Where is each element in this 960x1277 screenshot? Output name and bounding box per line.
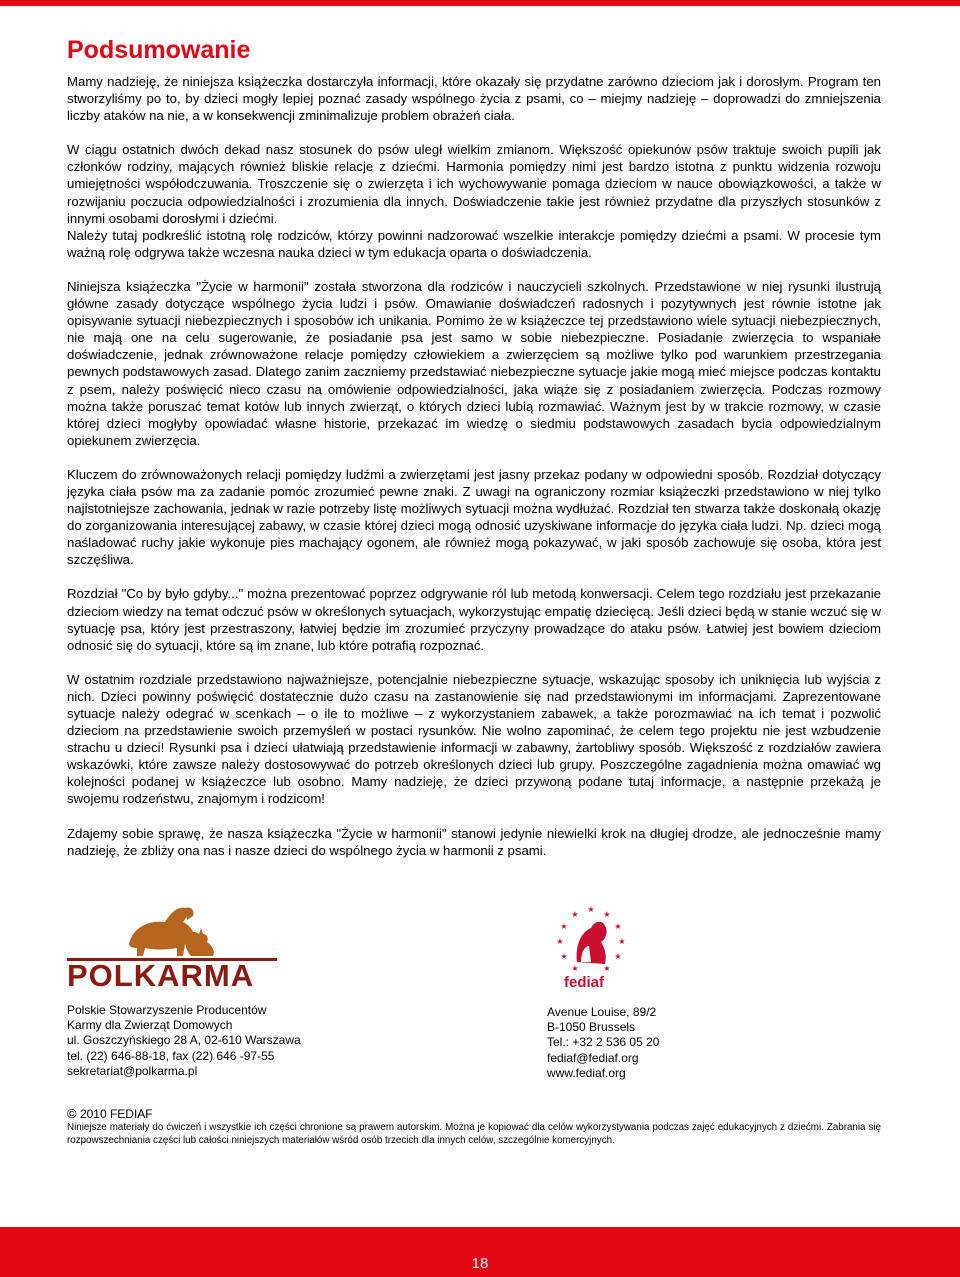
svg-text:★: ★ bbox=[614, 922, 622, 931]
main-content bbox=[67, 73, 881, 859]
paragraph-what-if: Rozdział "Co by było gdyby..." można prezentować poprzez odgrywanie ról lub metodą konwersacji. Celem tego rozdziału jest przekazanie dzieciom wiedzy na temat odczuć psów w określonych sytuacjach, wykorzystując empatię dziecięcą. Jeśli dzieci będą w stanie wczuć się w sytuację psa, który jest przestraszony, łatwiej będzie im zrozumieć przyczyny prowadzące do ataku psów. Łatwiej jest bowiem dzieciom odnosić się do sytuacji, które są im znane, lub które potrafią rozpoznać. bbox=[67, 586, 881, 653]
paragraph-last-chapter: W ostatnim rozdziale przedstawiono najważniejsze, potencjalnie niebezpieczne sytuacje, wskazując sposoby ich uniknięcia lub wyjścia z nich. Dzieci powinny poświęcić dostatecznie dużo czasu na zastanowienie się nad przedstawionymi im informacjami. Zaprezentowane sytuacje należy odegrać w scenkach – o ile to możliwe – z wykorzystaniem zabawek, a także porozmawiać na ich temat i pozwolić dzieciom na przedstawienie swoich przemyśleń w postaci rysunków. Nie wolno zapominać, że celem tego projektu nie jest wzbudzenie strachu u dzieci! Rysunki psa i dzieci ułatwiają przedstawienie informacji w zabawny, żartobliwy sposób. Większość z rozdziałów zawiera wskazówki, które zawsze należy dostosowywać do potrzeb określonych dzieci lub grupy. Poszczególne zagadnienia można omawiać wg kolejności podanej w książeczce lub osobno. Mamy nadzieję, że dzieci przywoną podane tutaj informacje, a następnie przekażą je swojemu rodzeństwu, znajomym i rodzicom! bbox=[67, 671, 881, 807]
address-line: Avenue Louise, 89/2 bbox=[547, 1005, 657, 1019]
copyright bbox=[67, 1106, 881, 1122]
svg-text:★: ★ bbox=[556, 937, 564, 946]
legal-notice: Niniejsze materiały do ćwiczeń i wszystkie ich części chronione są prawem autorskim. Można je kopiować dla celów wykorzystywania podczas zajęć edukacyjnych z dziećmi. Zabrania się rozpowszechniania części lub całości niniejszych materiałów wśród osób trzecich dla innych celów, szczególnie komercyjnych. bbox=[67, 1122, 881, 1146]
copyright-text: 2010 FEDIAF bbox=[79, 1107, 153, 1121]
address-line: Karmy dla Zwierząt Domowych bbox=[67, 1018, 233, 1033]
copyright-icon: © bbox=[67, 1106, 77, 1121]
email-link[interactable]: sekretariat@polkarma.pl bbox=[67, 1063, 198, 1078]
top-accent-bar bbox=[0, 0, 960, 6]
svg-text:★: ★ bbox=[571, 964, 579, 973]
svg-text:★: ★ bbox=[560, 952, 568, 961]
paragraph-parents: Należy tutaj podkreślić istotną rolę rodziców, którzy powinni nadzorować wszelkie interakcje pomiędzy dziećmi a psami. W procesie tym ważną rolę odgrywa także wczesna nauka dzieci w tym edukacja oparta o doświadczenia. bbox=[67, 227, 881, 260]
svg-text:★: ★ bbox=[618, 937, 626, 946]
footer bbox=[67, 1106, 881, 1147]
svg-text:★: ★ bbox=[603, 964, 611, 973]
page-number: 18 bbox=[471, 1255, 489, 1272]
phone-line: Tel.: +32 2 536 05 20 bbox=[547, 1035, 660, 1050]
paragraph-intro: Mamy nadzieję, że niniejsza książeczka dostarczyła informacji, które okazały się przydatne zarówno dzieciom jak i dorosłym. Program ten stworzyliśmy po to, by dzieci mogły lepiej poznać zasady wspólnego życia z psami, co – miejmy nadzieję – doprowadzi do zmniejszenia liczby ataków na nie, a w konsekwencji zminimalizuje problem obrażeń ciała. bbox=[67, 74, 881, 124]
svg-text:★: ★ bbox=[560, 922, 568, 931]
address-line: Polskie Stowarzyszenie Producentów bbox=[67, 1003, 267, 1017]
polkarma-address bbox=[67, 1003, 301, 1079]
page-title: Podsumowanie bbox=[67, 36, 251, 64]
svg-text:★: ★ bbox=[571, 910, 579, 919]
fediaf-logo bbox=[547, 902, 637, 994]
polkarma-logo bbox=[67, 900, 277, 992]
svg-text:★: ★ bbox=[614, 952, 622, 961]
website-link[interactable]: www.fediaf.org bbox=[547, 1065, 626, 1080]
paragraph-booklet: Niniejsza książeczka "Życie w harmonii" została stworzona dla rodziców i nauczycieli szkolnych. Przedstawione w niej rysunki ilustrują główne zasady dotyczące wspólnego życia ludzi i psów. Omawianie doświadczeń radosnych i pozytywnych jest równie istotne jak opisywanie sytuacji niebezpiecznych i sposobów ich unikania. Pomimo że w książeczce tej przedstawiono wiele sytuacji niebezpiecznych, nie mają one na celu sugerowanie, że posiadanie psa jest samo w sobie niebezpieczne. Posiadanie zwierzęcia to wspaniałe doświadczenie, jednak zrównoważone relacje pomiędzy człowiekiem a zwierzęciem są możliwe tylko pod warunkiem przestrzegania pewnych podstawowych zasad. Dlatego zanim zaczniemy przedstawiać niebezpieczne sytuacje jakie mogą mieć miejsce podczas kontaktu z psem, należy poświęcić nieco czasu na omówienie odpowiedzialności, jaka wiąże się z posiadaniem zwierzęcia. Podczas rozmowy można także poruszać temat kotów lub innych zwierząt, o których dzieci lubią rozmawiać. Ważnym jest by w trakcie rozmowy, w czasie której dzieci mogłyby opowiadać własne historie, przekazać im wiedzę o siedmiu podstawowych zasadach bycia odpowiedzialnym opiekunem zwierzęcia. bbox=[67, 278, 881, 448]
phone-line: tel. (22) 646-88-18, fax (22) 646 -97-55 bbox=[67, 1048, 275, 1063]
fediaf-wordmark: fediaf bbox=[564, 974, 605, 991]
paragraph-body-language: Kluczem do zrównoważonych relacji pomiędzy ludźmi a zwierzętami jest jasny przekaz podany w odpowiedni sposób. Rozdział dotyczący języka ciała psów ma za zadanie pomóc zrozumieć pewne znaki. Z uwagi na ograniczony rozmiar książeczki przedstawiono w niej tylko najistotniejsze zachowania, jednak w razie potrzeby listę możliwych sytuacji można wydłużać. Rozdział ten stwarza także doskonałą okazję do zorganizowania interesującej zabawy, w czasie której dzieci mogą odnosić uzyskiwane informacje do języka ciała ludzi. Np. dzieci mogą naśladować ruchy jakie wykonuje pies machający ogonem, ale również mogą pokazywać, w jaki sposób zachowuje się osoba, która jest szczęśliwa. bbox=[67, 466, 881, 568]
paragraph-relations: W ciągu ostatnich dwóch dekad nasz stosunek do psów uległ wielkim zmianom. Większość opiekunów psów traktuje swoich pupili jak członków rodziny, mających również bliskie relacje z dziećmi. Harmonia pomiędzy nimi jest bardzo istotna z punktu widzenia rozwoju umiejętności współodczuwania. Troszczenie się o zwierzęta i ich wychowywanie pomaga dzieciom w nauce obowiązkowości, a także w rozwijaniu poczucia odpowiedzialności i zrozumienia dla innych. Doświadczenie takie jest również przydatne dla przyszłych stosunków z innymi osobami dorosłymi i dziećmi. bbox=[67, 142, 881, 226]
address-line: ul. Goszczyńskiego 28 A, 02-610 Warszawa bbox=[67, 1033, 301, 1048]
fediaf-address bbox=[547, 1005, 659, 1081]
paragraph-closing: Zdajemy sobie sprawę, że nasza książeczka "Życie w harmonii" stanowi jedynie niewielki krok na długiej drodze, ale jednocześnie mamy nadzieję, że zbliży ona nas i nasze dzieci do wspólnego życia w harmonii z psami. bbox=[67, 825, 881, 858]
svg-text:★: ★ bbox=[587, 905, 595, 914]
address-line: B-1050 Brussels bbox=[547, 1020, 636, 1035]
polkarma-wordmark: POLKARMA bbox=[67, 958, 255, 993]
svg-text:★: ★ bbox=[603, 910, 611, 919]
email-link[interactable]: fediaf@fediaf.org bbox=[547, 1050, 639, 1065]
